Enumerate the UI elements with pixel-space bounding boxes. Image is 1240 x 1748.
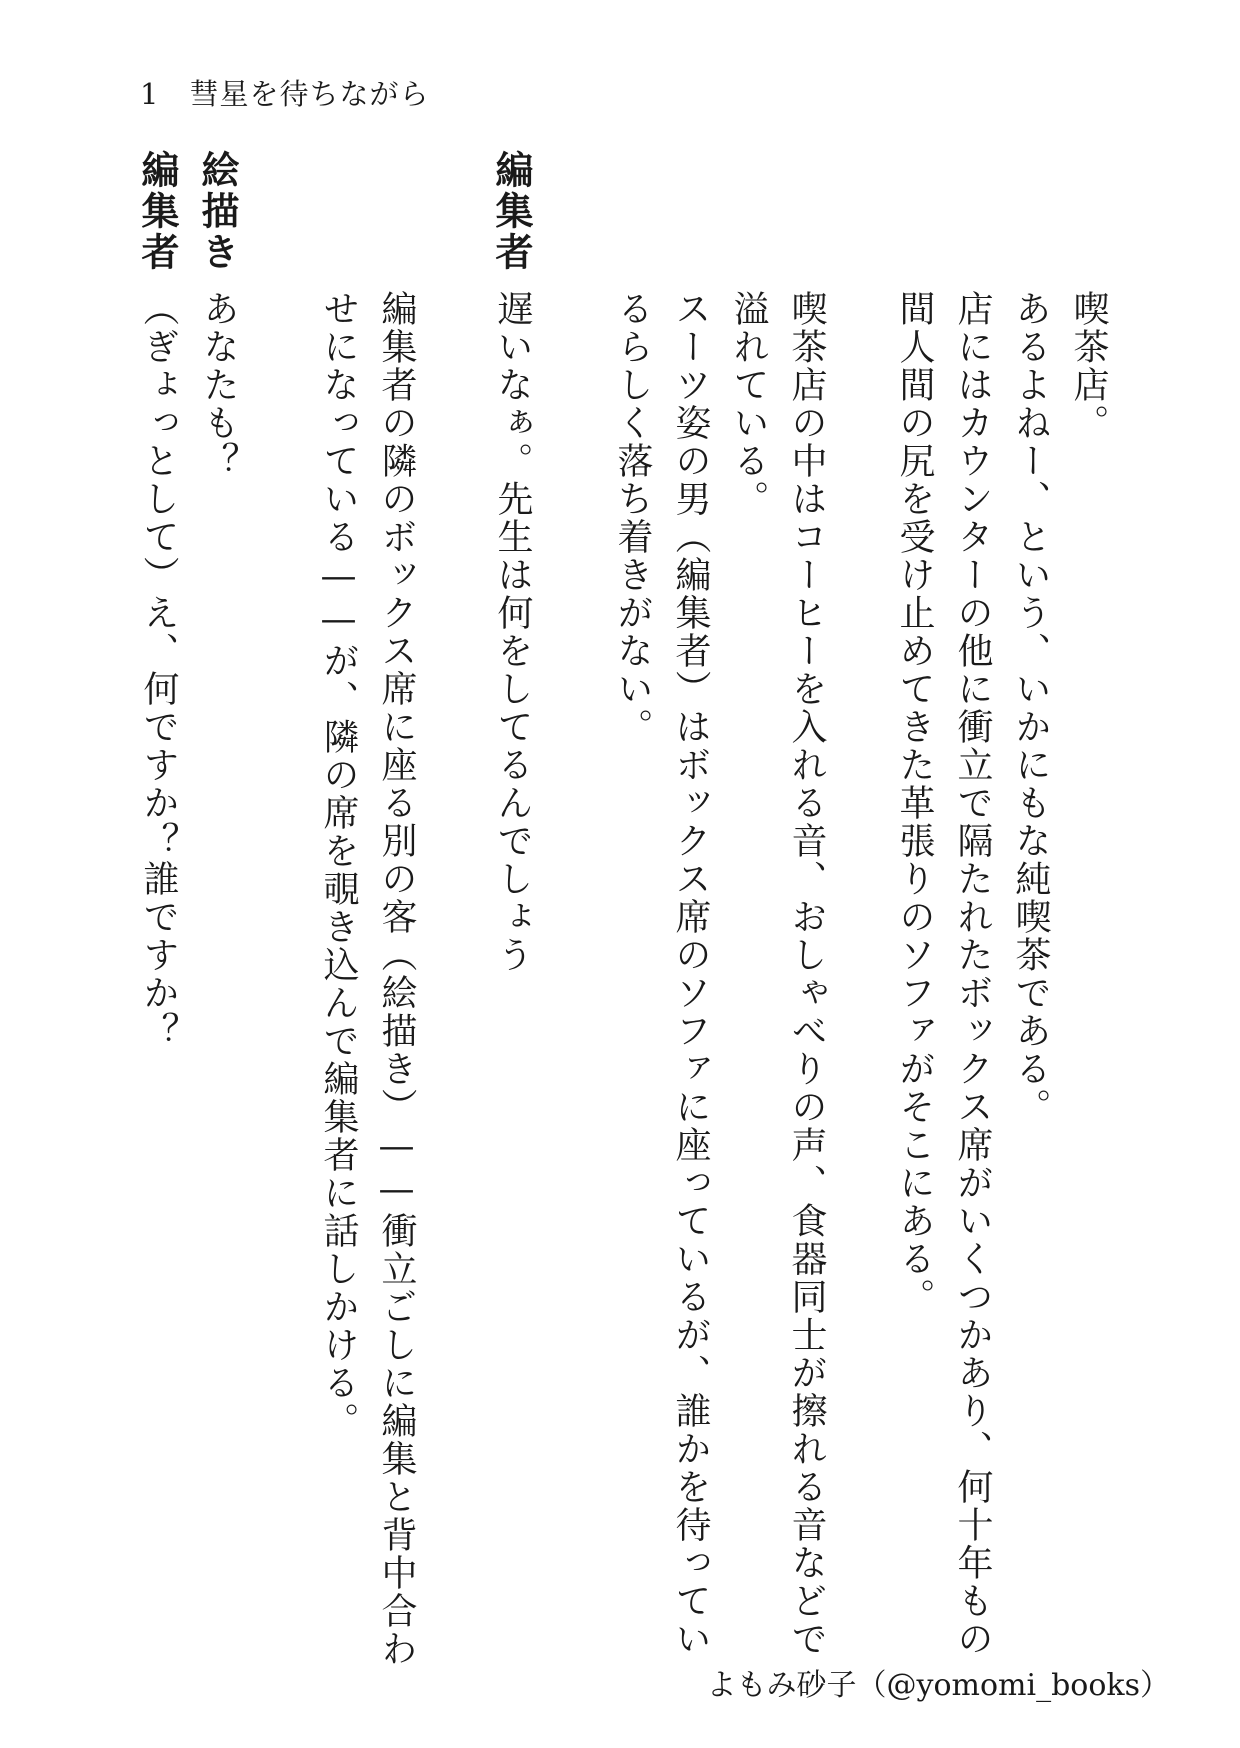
speaker-name: 編集者 — [135, 150, 179, 273]
dialogue-line: 遅いなぁ。先生は何をしてるんでしょう — [492, 290, 533, 974]
script-line: あるよねー、という、いかにもな純喫茶である。 — [1010, 290, 1051, 1126]
speaker-name: 絵描き — [195, 150, 239, 273]
dialogue-line: （ぎょっとして）え、何ですか？誰ですか？ — [138, 290, 179, 1050]
script-line: るらしく落ち着きがない。 — [612, 290, 653, 746]
script-line: 間人間の尻を受け止めてきた革張りのソファがそこにある。 — [894, 290, 935, 1316]
script-line: せになっている——が、隣の席を覗き込んで編集者に話しかける。 — [318, 290, 359, 1440]
page-header — [140, 72, 429, 113]
chapter-title: 彗星を待ちながら — [189, 77, 430, 111]
script-line: 店にはカウンターの他に衝立で隔たれたボックス席がいくつかあり、何十年もの — [952, 290, 993, 1658]
script-line: 溢れている。 — [728, 290, 769, 518]
script-line: スーツ姿の男（編集者）はボックス席のソファに座っているが、誰かを待ってい — [670, 290, 711, 1658]
script-line: 喫茶店の中はコーヒーを入れる音、おしゃべりの声、食器同士が擦れる音などで — [786, 290, 827, 1658]
author-credit: よもみ砂子（@yomomi_books） — [706, 1668, 1170, 1703]
page-number: 1 — [140, 77, 160, 111]
script-line: 喫茶店。 — [1068, 290, 1109, 442]
speaker-name: 編集者 — [489, 150, 533, 273]
dialogue-line: あなたも？ — [198, 290, 239, 480]
script-line: 編集者の隣のボックス席に座る別の客（絵描き）——衝立ごしに編集と背中合わ — [376, 290, 417, 1668]
